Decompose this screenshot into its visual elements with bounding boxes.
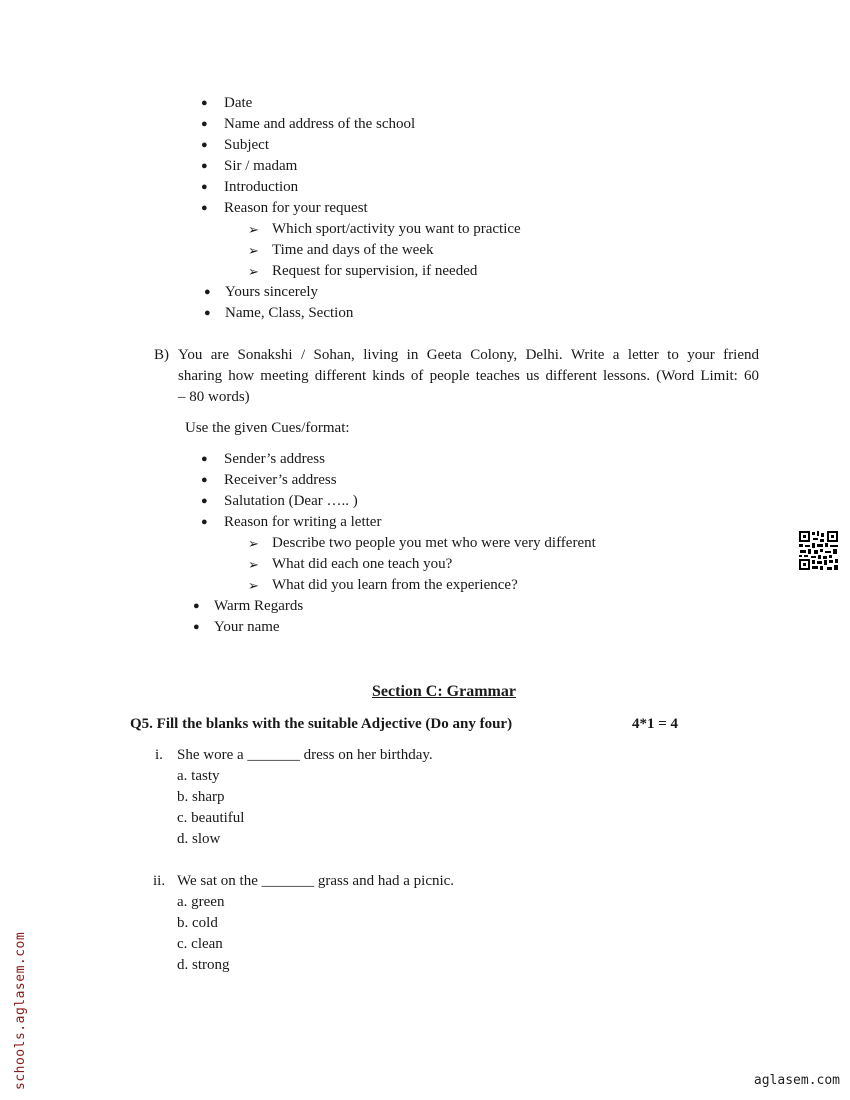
bullet-icon: ● — [201, 181, 208, 193]
option: c. clean — [177, 936, 223, 952]
option: d. strong — [177, 957, 230, 973]
bullet-icon: ● — [193, 600, 200, 612]
q5-marks: 4*1 = 4 — [632, 716, 679, 732]
qr-code-icon — [798, 530, 839, 571]
list-item: Your name — [214, 619, 280, 635]
q5-title: Q5. Fill the blanks with the suitable Adjective (Do any four) — [130, 716, 513, 732]
list-item: Salutation (Dear ….. ) — [224, 493, 358, 509]
section-title: Section C: Grammar — [372, 683, 516, 700]
arrow-bullet-icon: ➢ — [248, 243, 259, 258]
bullet-icon: ● — [201, 453, 208, 465]
bullet-icon: ● — [193, 621, 200, 633]
option: c. beautiful — [177, 810, 245, 826]
list-item: Date — [224, 95, 253, 111]
sub-list-item: What did each one teach you? — [272, 556, 453, 572]
option: d. slow — [177, 831, 221, 847]
bullet-icon: ● — [201, 516, 208, 528]
question-label: B) — [154, 347, 169, 363]
bullet-icon: ● — [201, 139, 208, 151]
list-item: Yours sincerely — [225, 284, 319, 300]
list-item: Name, Class, Section — [225, 305, 354, 321]
bullet-icon: ● — [201, 160, 208, 172]
side-watermark: schools.aglasem.com — [13, 931, 28, 1090]
list-item: Introduction — [224, 179, 299, 195]
question-text-line: – 80 words) — [178, 389, 250, 405]
question-text-line: You are Sonakshi / Sohan, living in Geeta Colony, Delhi. Write a letter to your friend — [178, 347, 759, 363]
list-item: Reason for writing a letter — [224, 514, 382, 530]
question-text: We sat on the _______ grass and had a picnic. — [177, 873, 455, 889]
list-item: Subject — [224, 137, 269, 153]
bullet-icon: ● — [201, 202, 208, 214]
bullet-icon: ● — [201, 118, 208, 130]
arrow-bullet-icon: ➢ — [248, 536, 259, 551]
list-item: Sir / madam — [224, 158, 298, 174]
question-number: i. — [155, 747, 163, 763]
list-item: Name and address of the school — [224, 116, 416, 132]
arrow-bullet-icon: ➢ — [248, 578, 259, 593]
list-item: Warm Regards — [214, 598, 304, 614]
list-item: Receiver’s address — [224, 472, 337, 488]
sub-list-item: Which sport/activity you want to practice — [272, 221, 521, 237]
question-number: ii. — [153, 873, 166, 889]
sub-list-item: What did you learn from the experience? — [272, 577, 518, 593]
sub-list-item: Request for supervision, if needed — [272, 263, 478, 279]
cues-label: Use the given Cues/format: — [185, 420, 350, 436]
arrow-bullet-icon: ➢ — [248, 222, 259, 237]
bullet-icon: ● — [201, 495, 208, 507]
sub-list-item: Describe two people you met who were very different — [272, 535, 596, 551]
list-item: Reason for your request — [224, 200, 368, 216]
bullet-icon: ● — [204, 286, 211, 298]
option: b. cold — [177, 915, 218, 931]
arrow-bullet-icon: ➢ — [248, 557, 259, 572]
option: a. tasty — [177, 768, 220, 784]
question-text: She wore a _______ dress on her birthday. — [177, 747, 433, 763]
option: a. green — [177, 894, 225, 910]
question-text-line: sharing how meeting different kinds of people teaches us different lessons. (Word Limit: 60 — [178, 368, 759, 384]
footer-watermark: aglasem.com — [753, 1073, 840, 1088]
bullet-icon: ● — [204, 307, 211, 319]
bullet-icon: ● — [201, 97, 208, 109]
option: b. sharp — [177, 789, 225, 805]
sub-list-item: Time and days of the week — [272, 242, 434, 258]
bullet-icon: ● — [201, 474, 208, 486]
arrow-bullet-icon: ➢ — [248, 264, 259, 279]
list-item: Sender’s address — [224, 451, 325, 467]
